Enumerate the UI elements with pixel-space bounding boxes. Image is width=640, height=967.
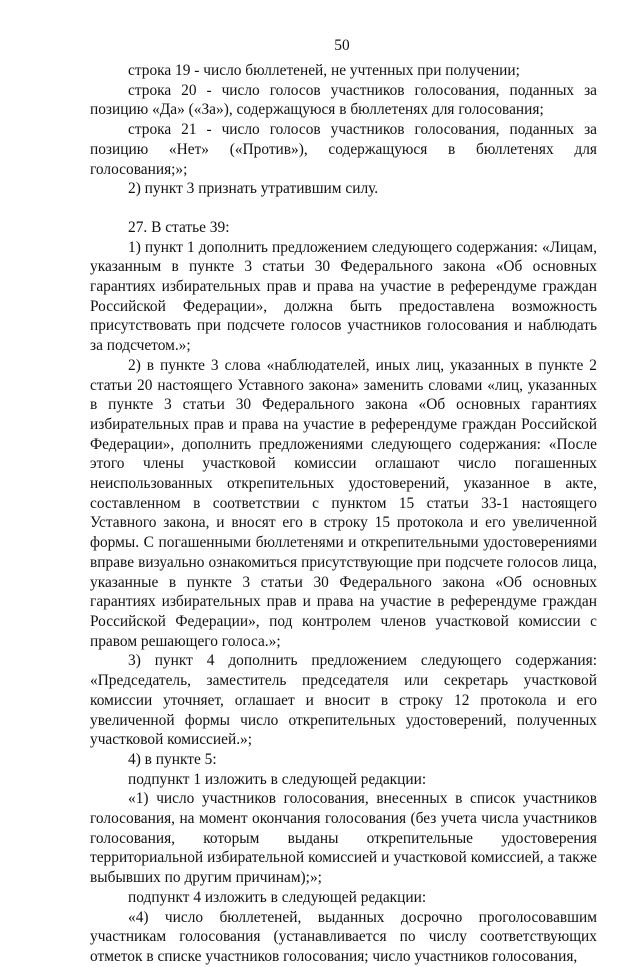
paragraph: 2) в пункте 3 слова «наблюдателей, иных лиц, указанных в пункте 2 статьи 20 настоящего Уставного закона» заменить словами «лиц, указанных в пункте 3 статьи 30 Федерального закона «Об основных гарантиях избирательных прав и права на участие в референдуме граждан Российской Федерации», дополнить предложениями следующего содержания: «После этого члены участковой комиссии оглашают число погашенных неиспользованных открепительных удостоверений, указанное в акте, составленном в соответствии с пунктом 15 статьи 33-1 настоящего Уставного закона, и вносят его в строку 15 протокола и его увеличенной формы. С погашенными бюллетенями и открепительными удостоверениями вправе визуально ознакомиться присутствующие при подсчете голосов лица, указанные в пункте 3 статьи 30 Федерального закона «Об основных гарантиях избирательных прав и права на участие в референдуме граждан Российской Федерации», под контролем членов участковой комиссии с правом решающего голоса.»; — [90, 356, 597, 650]
paragraph: подпункт 1 изложить в следующей редакции: — [128, 770, 427, 788]
paragraph: 4) в пункте 5: — [128, 750, 217, 768]
document-body — [90, 61, 597, 967]
paragraph: строка 20 - число голосов участников голосования, поданных за позицию «Да» («За»), содержащуюся в бюллетенях для голосования; — [90, 81, 597, 119]
paragraph: строка 19 - число бюллетеней, не учтенных при получении; — [128, 62, 520, 79]
paragraph: 3) пункт 4 дополнить предложением следующего содержания: «Председатель, заместитель председателя или секретарь участковой комиссии уточняет, оглашает и вносит в строку 12 протокола и его увеличенной формы число открепительных удостоверений, полученных участковой комиссией.»; — [90, 652, 597, 749]
page-number: 50 — [334, 37, 350, 54]
paragraph: «1) число участников голосования, внесенных в список участников голосования, на момент окончания голосования (без учета числа участников голосования, которым выданы открепительные удостоверения территориальной избирательной комиссией и участковой комиссией, а также выбывших по другим причинам);»; — [90, 790, 597, 887]
paragraph: подпункт 4 изложить в следующей редакции: — [128, 888, 427, 906]
paragraph: строка 21 - число голосов участников голосования, поданных за позицию «Нет» («Против»), содержащуюся в бюллетенях для голосования;»; — [90, 121, 597, 178]
paragraph: 1) пункт 1 дополнить предложением следующего содержания: «Лицам, указанным в пункте 3 статьи 30 Федерального закона «Об основных гарантиях избирательных прав и права на участие в референдуме граждан Российской Федерации», должна быть предоставлена возможность присутствовать при подсчете голосов участников голосования и наблюдать за подсчетом.»; — [90, 238, 597, 355]
paragraph: 2) пункт 3 признать утратившим силу. — [128, 180, 379, 198]
paragraph: «4) число бюллетеней, выданных досрочно проголосовавшим участникам голосования (устанавливается по числу соответствующих отметок в списке участников голосования; число участников голосования, — [90, 908, 597, 965]
section-heading: 27. В статье 39: — [128, 218, 230, 236]
